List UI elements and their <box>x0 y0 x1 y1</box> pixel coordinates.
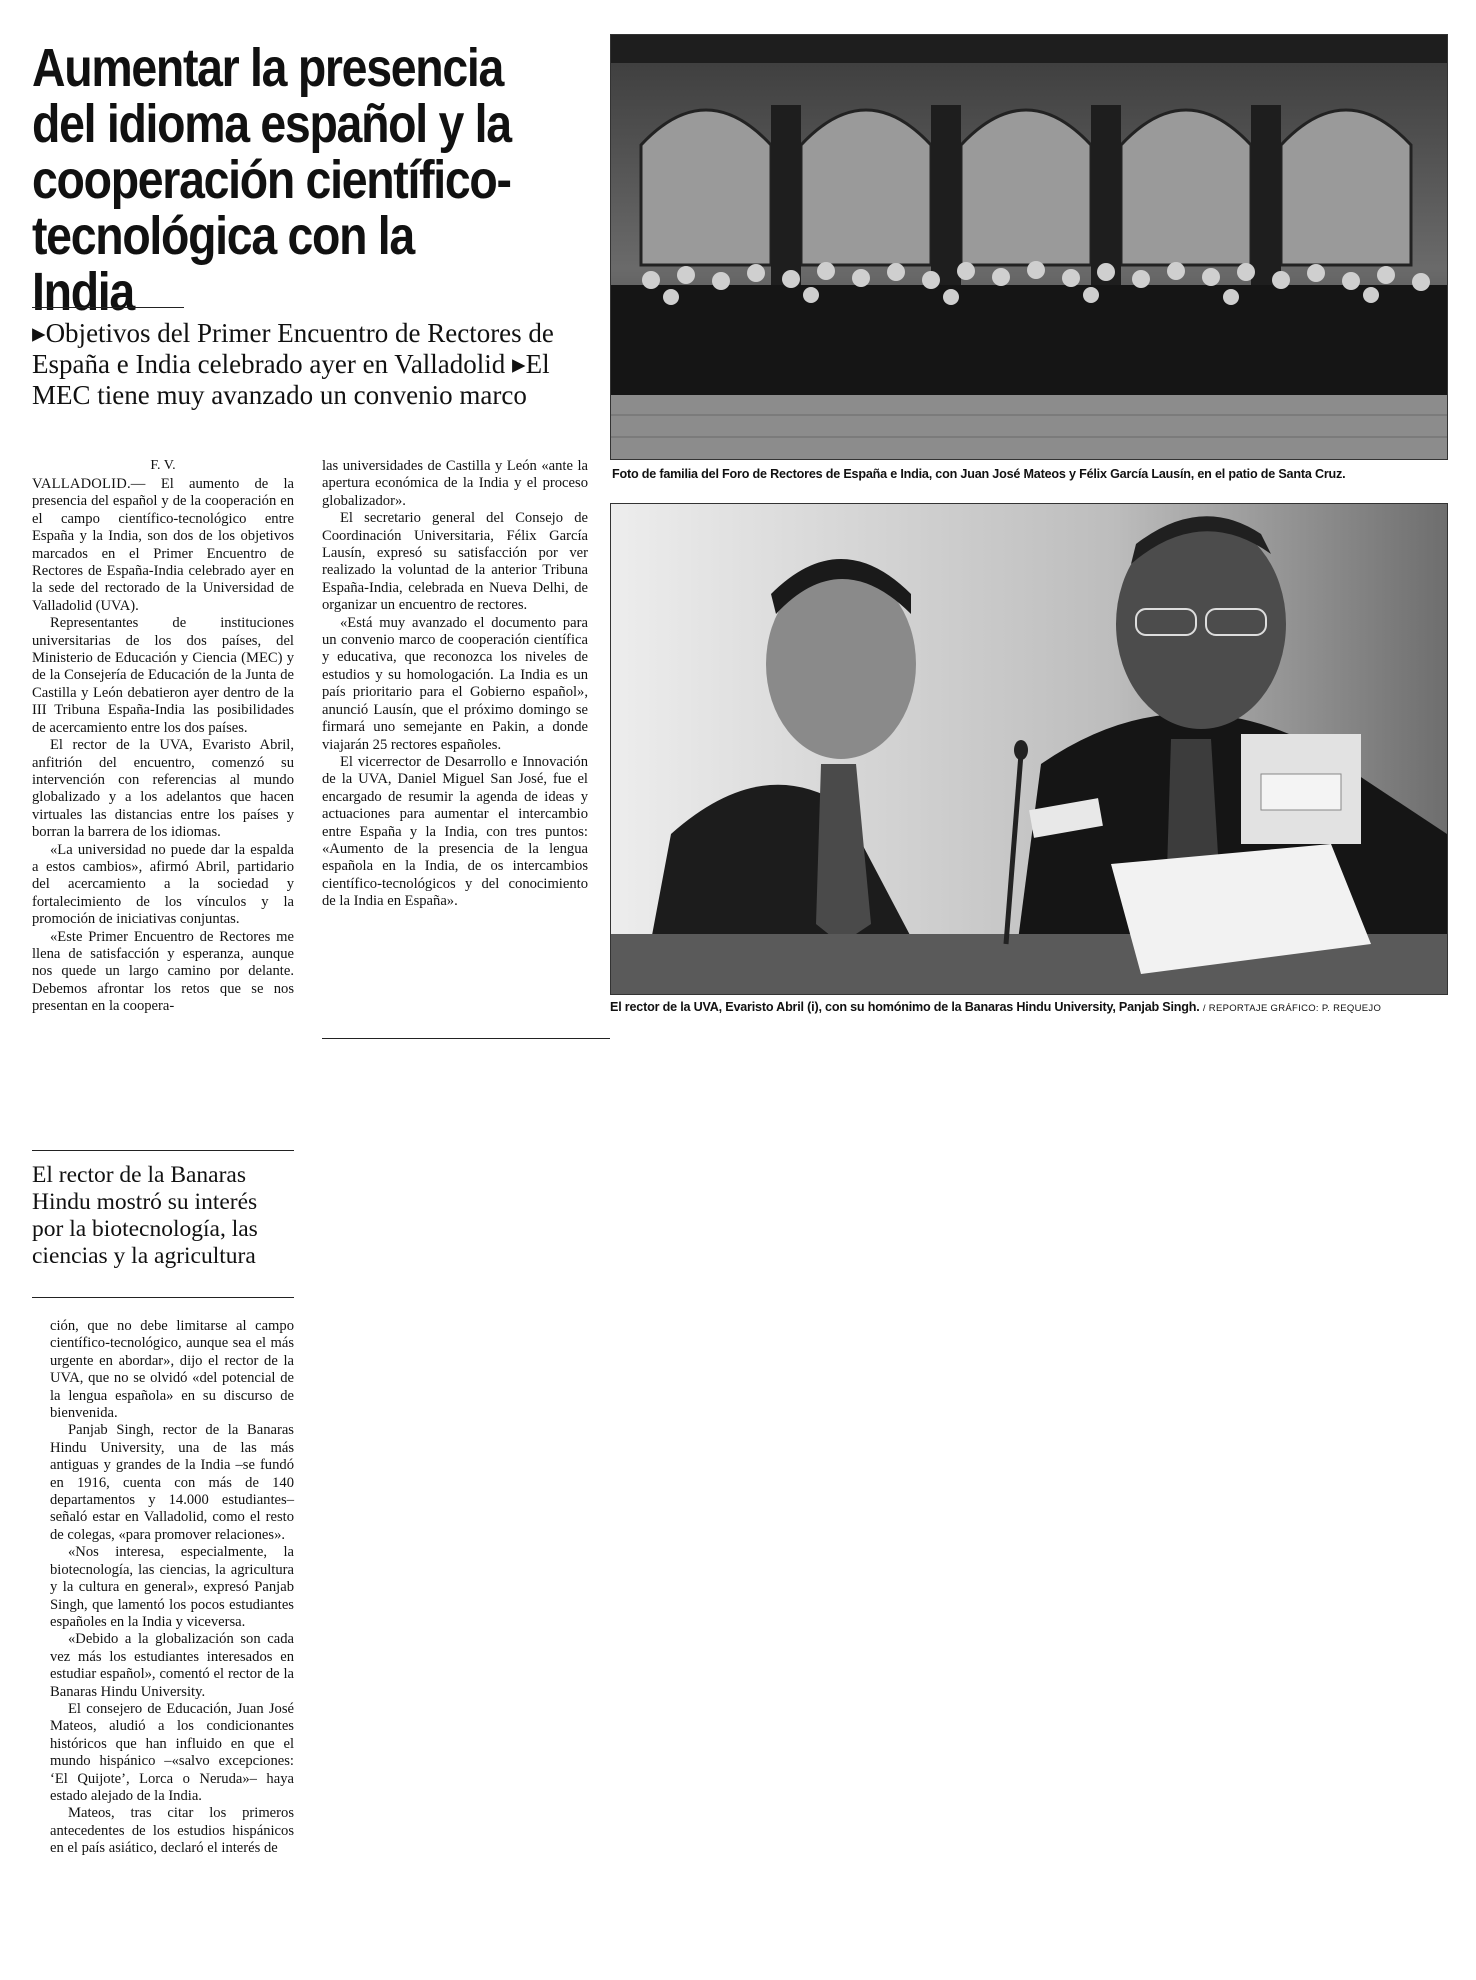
paragraph: «Nos interesa, especialmente, la biotecnología, las ciencias, la agricultura y la cultura en general», expresó Panjab Singh, que lamentó los pocos estudiantes españoles en la India y viceversa. <box>50 1544 294 1630</box>
photo-caption: Foto de familia del Foro de Rectores de España e India, con Juan José Mateos y Félix García Lausín, en el patio de Santa Cruz. <box>612 467 1346 481</box>
paragraph: las universidades de Castilla y León «ante la apertura económica de la India y el proceso globalizador». <box>322 458 588 509</box>
subhead <box>32 318 592 411</box>
paragraph: El consejero de Educación, Juan José Mateos, aludió a los condicionantes históricos que han influido en que el mundo hispánico –«salvo excepciones: ‘El Quijote’, Lorca o Neruda»– haya estado alejado de la India. <box>50 1700 294 1804</box>
triangle-bullet-icon: ▸ <box>512 349 526 379</box>
paragraph: «La universidad no puede dar la espalda a estos cambios», afirmó Abril, partidario del acercamiento a la sociedad y fortalecimiento de los vínculos y la promoción de iniciativas conjuntas. <box>32 841 294 928</box>
paragraph: El rector de la UVA, Evaristo Abril, anfitrión del encuentro, comenzó su intervención con referencias al mundo globalizado y a los adelantos que hacen virtuales las distancias entre los países y borran la barrera de los idiomas. <box>32 737 294 841</box>
subhead-part: El MEC tiene muy avanzado un convenio marco <box>32 349 550 410</box>
subhead-rule <box>32 307 184 308</box>
article-column-2 <box>322 458 588 911</box>
paragraph: «Debido a la globalización son cada vez más los estudiantes interesados en estudiar español», comentó el rector de la Banaras Hindu University. <box>50 1631 294 1700</box>
paragraph: «Está muy avanzado el documento para un convenio marco de cooperación científica y educativa, que reconozca los niveles de estudios y su homologación. La India es un país prioritario para el Gobierno español», anunció Lausín, que el próximo domingo se firmará uno semejante en Pakin, a donde viajarán 25 rectores españoles. <box>322 614 588 753</box>
paragraph: Representantes de instituciones universitarias de los dos países, del Ministerio de Educación y Ciencia (MEC) y de la Consejería de Educación de la Junta de Castilla y León debatieron ayer dentro de la III Tribuna España-India las posibilidades de acercamiento entre los dos países. <box>32 615 294 736</box>
byline: F. V. <box>150 458 176 473</box>
article-column-1 <box>32 476 294 1016</box>
paragraph-text: El aumento de la presencia del español y de la cooperación en el campo científico-tecnológico entre España y la India, son dos de los objetivos marcados en el Primer Encuentro de Rectores de España-India celebrado ayer en la sede del rectorado de la Universidad de Valladolid (UVA). <box>32 476 294 614</box>
pullquote-rule <box>32 1150 294 1151</box>
paragraph: ción, que no debe limitarse al campo científico-tecnológico, aunque sea el más urgente en abordar», dijo el rector de la UVA, que no se olvidó «del potencial de la lengua española» en su discurso de bienvenida. <box>50 1318 294 1422</box>
paragraph: «Este Primer Encuentro de Rectores me llena de satisfacción y esperanza, aunque nos quede un largo camino por delante. Debemos afrontar los retos que se nos presentan en la coopera- <box>32 928 294 1015</box>
paragraph: El secretario general del Consejo de Coordinación Universitaria, Félix García Lausín, expresó su satisfacción por ver realizado la voluntad de la anterior Tribuna España-India, celebrada en Nueva Delhi, de organizar un encuentro de rectores. <box>322 510 588 614</box>
rectors-photo-image <box>611 504 1447 994</box>
article-column-1b <box>50 1318 294 1858</box>
rectors-photo <box>610 503 1448 995</box>
group-photo-image <box>611 35 1447 459</box>
headline-line: tecnológica con la India <box>32 206 414 322</box>
headline <box>32 40 514 320</box>
paragraph: Panjab Singh, rector de la Banaras Hindu University, una de las más antiguas y grandes de la India –se fundó en 1916, cuenta con más de 140 departamentos y 14.000 estudiantes– señaló estar en Valladolid, como el resto de colegas, «para promover relaciones». <box>50 1422 294 1543</box>
pullquote: El rector de la Banaras Hindu mostró su interés por la biotecnología, las ciencias y la agricultura <box>32 1162 258 1269</box>
dateline: VALLADOLID.— <box>32 476 146 492</box>
triangle-bullet-icon: ▸ <box>32 318 46 348</box>
photo-caption <box>610 1000 1381 1016</box>
group-photo <box>610 34 1448 460</box>
pullquote-rule <box>32 1297 294 1298</box>
paragraph <box>32 476 294 615</box>
paragraph: El vicerrector de Desarrollo e Innovación de la UVA, Daniel Miguel San José, fue el encargado de resumir la agenda de ideas y actuaciones para aumentar el intercambio entre España y la India, con tres puntos: «Aumento de la presencia de la lengua española en la India, de os intercambios científico-tecnológicos y del conocimiento de la India en España». <box>322 753 588 910</box>
paragraph: Mateos, tras citar los primeros antecedentes de los estudios hispánicos en el país asiático, declaró el interés de <box>50 1805 294 1857</box>
headline-line: cooperación científico- <box>32 150 511 210</box>
column-end-rule <box>322 1038 610 1039</box>
headline-line: del idioma español y la <box>32 94 511 154</box>
caption-text: El rector de la UVA, Evaristo Abril (i), con su homónimo de la Banaras Hindu University, Panjab Singh. <box>610 1000 1200 1014</box>
photo-credit: / REPORTAJE GRÁFICO: P. REQUEJO <box>1202 1003 1382 1014</box>
headline-line: Aumentar la presencia <box>32 38 504 98</box>
subhead-part: Objetivos del Primer Encuentro de Rectores de España e India celebrado ayer en Valladolid <box>32 318 554 379</box>
